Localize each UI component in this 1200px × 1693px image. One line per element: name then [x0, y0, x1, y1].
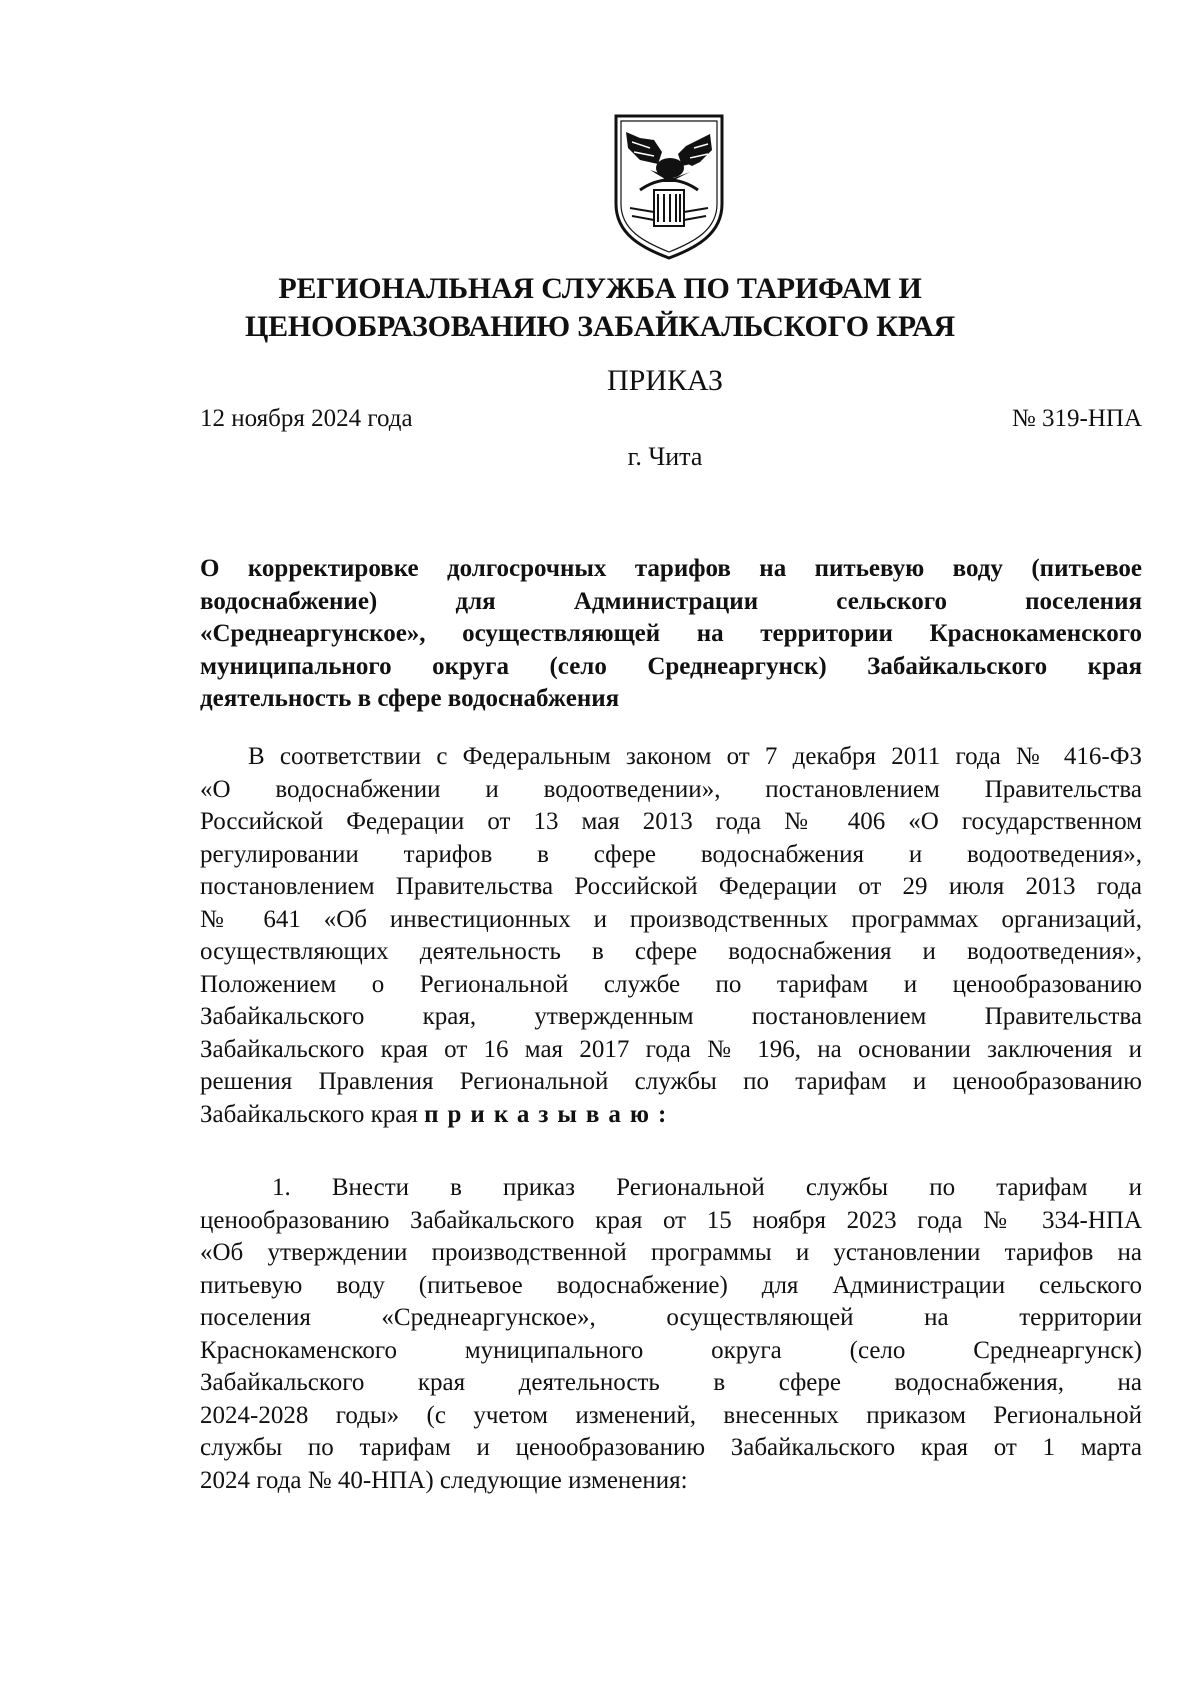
document-city: г. Чита — [627, 442, 703, 471]
body-line: решения Правления Региональной службы по тарифам и ценообразованию — [200, 1068, 1142, 1095]
body-line: 2024 года № 40-НПА) следующие изменения: — [200, 1466, 688, 1494]
subject-line: «Среднеаргунское», осуществляющей на территории Краснокаменского — [200, 620, 1142, 647]
subject-line: муниципального округа (село Среднеаргунск) Забайкальского края — [200, 652, 1142, 680]
order-verb: приказываю: — [424, 1100, 676, 1128]
coat-of-arms-emblem — [610, 112, 728, 260]
body-line: «О водоснабжении и водоотведении», постановлением Правительства — [200, 775, 1142, 803]
item-1-paragraph — [200, 1172, 1142, 1497]
body-line: ценообразованию Забайкальского края от 15 ноября 2023 года № 334-НПА — [200, 1206, 1142, 1234]
body-line: Забайкальского края от 16 мая 2017 года № 196, на основании заключения и — [200, 1035, 1142, 1063]
agency-title-line-2: ЦЕНООБРАЗОВАНИЮ ЗАБАЙКАЛЬСКОГО КРАЯ — [244, 310, 956, 343]
body-line: службы по тарифам и ценообразованию Забайкальского края от 1 марта — [200, 1434, 1142, 1461]
body-line: регулировании тарифов в сфере водоснабжения и водоотведения», — [200, 840, 1142, 868]
body-line: питьевую воду (питьевое водоснабжение) для Администрации сельского — [200, 1271, 1142, 1299]
body-line-last — [200, 1099, 1142, 1132]
document-date: 12 ноября 2024 года — [200, 405, 413, 432]
body-line: «Об утверждении производственной программы и установлении тарифов на — [200, 1239, 1142, 1266]
body-line: Забайкальского края, утвержденным постановлением Правительства — [200, 1003, 1142, 1030]
body-line: осуществляющих деятельность в сфере водоснабжения и водоотведения», — [200, 938, 1142, 965]
body-line: Забайкальского края деятельность в сфере водоснабжения, на — [200, 1369, 1142, 1396]
subject-line: водоснабжение) для Администрации сельского поселения — [200, 587, 1142, 615]
agency-title — [170, 270, 1030, 346]
body-line: В соответствии с Федеральным законом от 7 декабря 2011 года № 416-ФЗ — [248, 743, 1142, 770]
document-number: № 319-НПА — [1011, 405, 1142, 432]
document-subject — [200, 553, 1142, 716]
body-text-span: Забайкальского края — [200, 1100, 418, 1128]
body-line: 2024-2028 годы» (с учетом изменений, внесенных приказом Региональной — [200, 1401, 1142, 1429]
agency-title-line-1: РЕГИОНАЛЬНАЯ СЛУЖБА ПО ТАРИФАМ И — [278, 272, 922, 305]
body-line: Краснокаменского муниципального округа (село Среднеаргунск) — [200, 1336, 1142, 1364]
subject-line: деятельность в сфере водоснабжения — [200, 685, 620, 712]
preamble-paragraph — [200, 741, 1142, 1131]
body-line: постановлением Правительства Российской Федерации от 29 июля 2013 года — [200, 873, 1142, 900]
body-line: Российской Федерации от 13 мая 2013 года № 406 «О государственном — [200, 808, 1142, 835]
body-line: Положением о Региональной службе по тарифам и ценообразованию — [200, 970, 1142, 998]
body-line: № 641 «Об инвестиционных и производственных программах организаций, — [200, 905, 1142, 933]
document-type: ПРИКАЗ — [607, 364, 723, 397]
body-line: поселения «Среднеаргунское», осуществляющей на территории — [200, 1304, 1142, 1331]
subject-line: О корректировке долгосрочных тарифов на питьевую воду (питьевое — [200, 555, 1142, 582]
body-line: 1. Внести в приказ Региональной службы по тарифам и — [272, 1174, 1142, 1201]
